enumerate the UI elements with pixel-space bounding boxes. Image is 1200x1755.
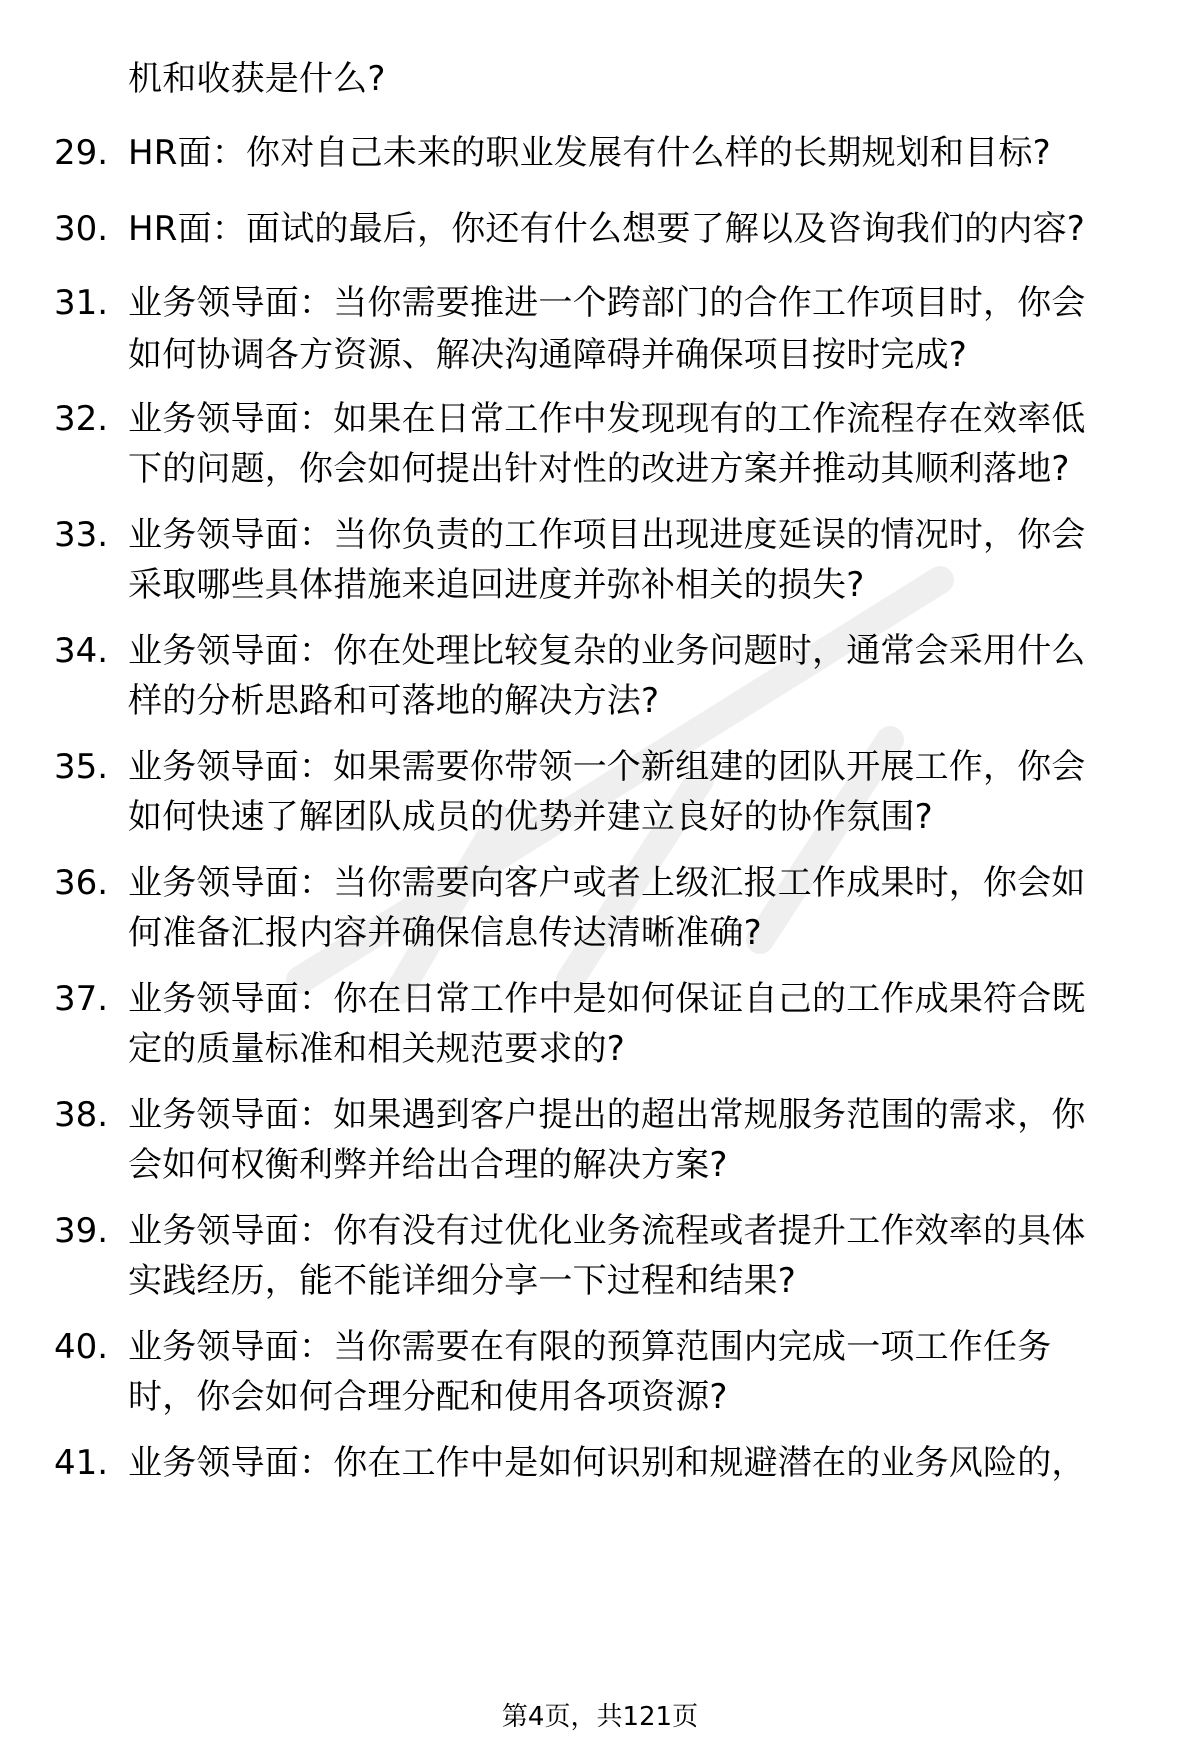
item-number: 38. bbox=[54, 1095, 109, 1135]
item-text: 如何快速了解团队成员的优势并建立良好的协作氛围? bbox=[128, 797, 933, 837]
item-text: 业务领导面：当你需要向客户或者上级汇报工作成果时，你会如 bbox=[128, 863, 1086, 903]
item-number: 41. bbox=[54, 1443, 109, 1483]
item-text: 业务领导面：当你负责的工作项目出现进度延误的情况时，你会 bbox=[128, 515, 1086, 555]
item-text: 定的质量标准和相关规范要求的? bbox=[128, 1029, 626, 1069]
item-text: HR面：你对自己未来的职业发展有什么样的长期规划和目标? bbox=[128, 133, 1051, 173]
item-text: 采取哪些具体措施来追回进度并弥补相关的损失? bbox=[128, 565, 865, 605]
item-text: 业务领导面：你在处理比较复杂的业务问题时，通常会采用什么 bbox=[128, 631, 1086, 671]
item-text: 业务领导面：你在日常工作中是如何保证自己的工作成果符合既 bbox=[128, 979, 1086, 1019]
item-number: 32. bbox=[54, 399, 109, 439]
item-text: 会如何权衡利弊并给出合理的解决方案? bbox=[128, 1145, 728, 1185]
item-number: 33. bbox=[54, 515, 109, 555]
page-footer: 第4页，共121页 bbox=[501, 1702, 699, 1732]
item-number: 29. bbox=[54, 133, 109, 173]
item-number: 36. bbox=[54, 863, 109, 903]
item-number: 40. bbox=[54, 1327, 109, 1367]
item-text: HR面：面试的最后，你还有什么想要了解以及咨询我们的内容? bbox=[128, 209, 1086, 249]
item-number: 34. bbox=[54, 631, 109, 671]
item-text: 业务领导面：当你需要推进一个跨部门的合作工作项目时，你会 bbox=[128, 283, 1086, 323]
item-number: 39. bbox=[54, 1211, 109, 1251]
item-text: 时，你会如何合理分配和使用各项资源? bbox=[128, 1377, 728, 1417]
continued-line: 机和收获是什么? bbox=[128, 59, 386, 99]
item-text: 业务领导面：如果在日常工作中发现现有的工作流程存在效率低 bbox=[128, 399, 1086, 439]
item-text: 业务领导面：你在工作中是如何识别和规避潜在的业务风险的， bbox=[128, 1443, 1086, 1483]
item-number: 30. bbox=[54, 209, 109, 249]
item-text: 何准备汇报内容并确保信息传达清晰准确? bbox=[128, 913, 762, 953]
item-number: 35. bbox=[54, 747, 109, 787]
item-text: 下的问题，你会如何提出针对性的改进方案并推动其顺利落地? bbox=[128, 449, 1070, 489]
item-text: 实践经历，能不能详细分享一下过程和结果? bbox=[128, 1261, 797, 1301]
item-number: 31. bbox=[54, 283, 109, 323]
item-text: 样的分析思路和可落地的解决方法? bbox=[128, 681, 660, 721]
item-text: 业务领导面：你有没有过优化业务流程或者提升工作效率的具体 bbox=[128, 1211, 1086, 1251]
item-text: 业务领导面：如果需要你带领一个新组建的团队开展工作，你会 bbox=[128, 747, 1086, 787]
item-text: 如何协调各方资源、解决沟通障碍并确保项目按时完成? bbox=[128, 335, 968, 375]
item-text: 业务领导面：当你需要在有限的预算范围内完成一项工作任务 bbox=[128, 1327, 1052, 1367]
item-number: 37. bbox=[54, 979, 109, 1019]
item-text: 业务领导面：如果遇到客户提出的超出常规服务范围的需求，你 bbox=[128, 1095, 1086, 1135]
